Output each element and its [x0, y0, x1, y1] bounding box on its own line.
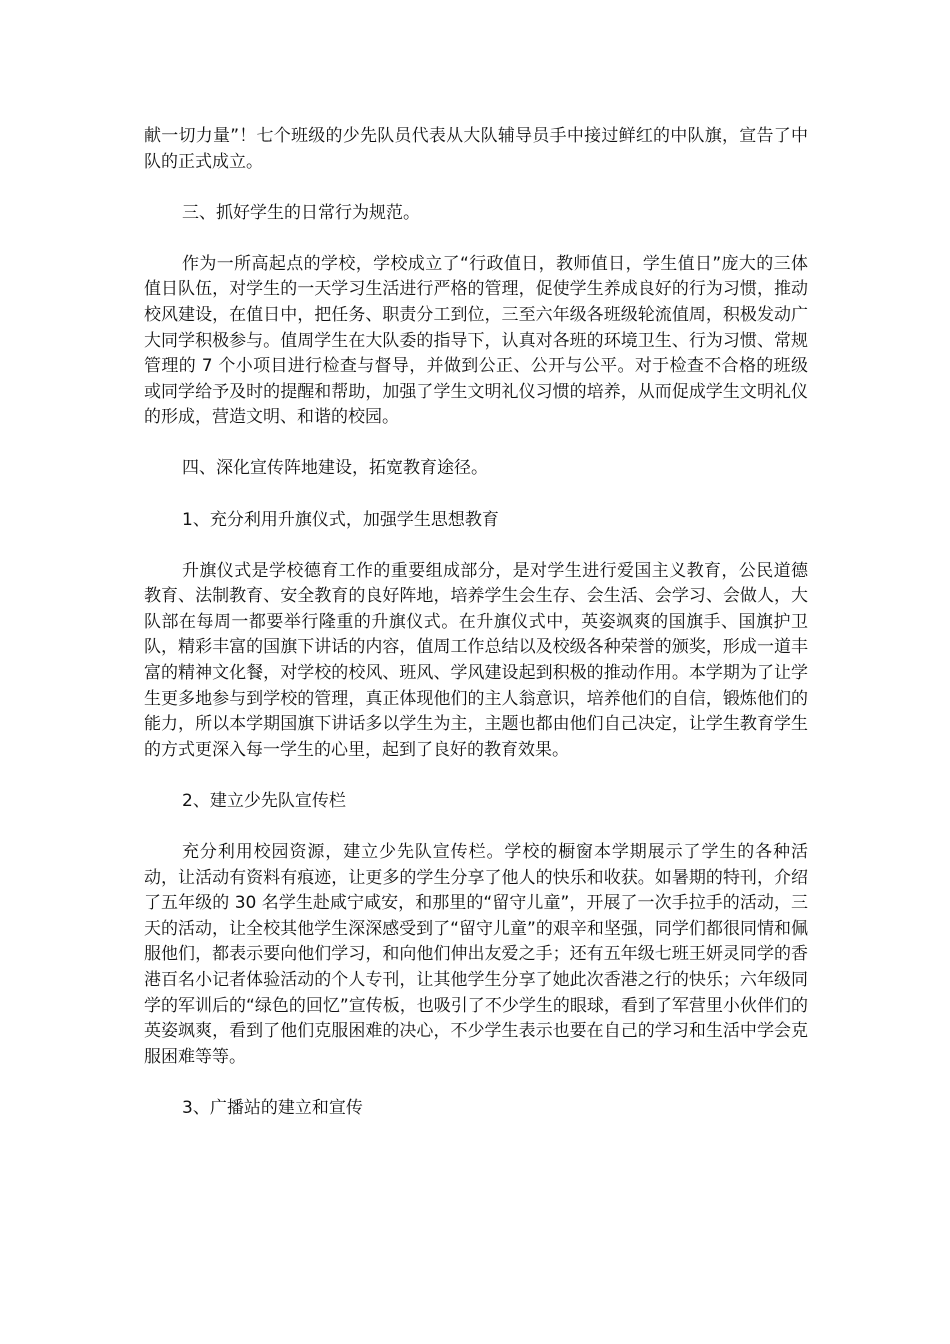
- subheading-flag-ceremony: 1、充分利用升旗仪式，加强学生思想教育: [182, 509, 499, 530]
- section-heading-4: 四、深化宣传阵地建设，拓宽教育途径。: [182, 458, 488, 479]
- paragraph-flag-ceremony: 升旗仪式是学校德育工作的重要组成部分，是对学生进行爱国主义教育，公民道德教育、法制教育、安全教育的良好阵地，培养学生会生存、会生活、会学习、会做人，大队部在每周一都要举行隆重的升旗仪式。在升旗仪式中，英姿飒爽的国旗手、国旗护卫队，精彩丰富的国旗下讲话的内容，值周工作总结以及校级各种荣誉的颁奖，形成一道丰富的精神文化餐，对学校的校风、班风、学风建设起到积极的推动作用。本学期为了让学生更多地参与到学校的管理，真正体现他们的主人翁意识，培养他们的自信，锻炼他们的能力，所以本学期国旗下讲话多以学生为主，主题也都由他们自己决定，让学生教育学生的方式更深入每一学生的心里，起到了良好的教育效果。: [144, 560, 808, 760]
- paragraph-bulletin-board: 充分利用校园资源，建立少先队宣传栏。学校的橱窗本学期展示了学生的各种活动，让活动有资料有痕迹，让更多的学生分享了他人的快乐和收获。如暑期的特刊，介绍了五年级的 30 名学生赴咸宁咸安，和那里的“留守儿童”，开展了一次手拉手的活动，三天的活动，让全校其他学生深深感受到了“留守儿童”的艰辛和坚强，同学们都很同情和佩服他们，都表示要向他们学习，和向他们伸出友爱之手；还有五年级七班王妍灵同学的香港百名小记者体验活动的个人专刊，让其他学生分享了她此次香港之行的快乐；六年级同学的军训后的“绿色的回忆”宣传板，也吸引了不少学生的眼球，看到了军营里小伙伴们的英姿飒爽，看到了他们克服困难的决心，不少学生表示也要在自己的学习和生活中学会克服困难等等。: [144, 841, 808, 1067]
- paragraph-duty-system: 作为一所高起点的学校，学校成立了“行政值日，教师值日，学生值日”庞大的三体值日队伍，对学生的一天学习生活进行严格的管理，促使学生养成良好的行为习惯，推动校风建设，在值日中，把任务、职责分工到位，三至六年级各班级轮流值周，积极发动广大同学积极参与。值周学生在大队委的指导下，认真对各班的环境卫生、行为习惯、常规管理的 7 个小项目进行检查与督导，并做到公正、公开与公平。对于检查不合格的班级或同学给予及时的提醒和帮助，加强了学生文明礼仪习惯的培养，从而促成学生文明礼仪的形成，营造文明、和谐的校园。: [144, 253, 808, 428]
- paragraph-continuation: 献一切力量”！七个班级的少先队员代表从大队辅导员手中接过鲜红的中队旗，宣告了中队的正式成立。: [144, 126, 808, 172]
- section-heading-3: 三、抓好学生的日常行为规范。: [182, 202, 420, 223]
- subheading-broadcast-station: 3、广播站的建立和宣传: [182, 1097, 363, 1118]
- subheading-bulletin-board: 2、建立少先队宣传栏: [182, 790, 346, 811]
- document-page: [144, 124, 808, 1147]
